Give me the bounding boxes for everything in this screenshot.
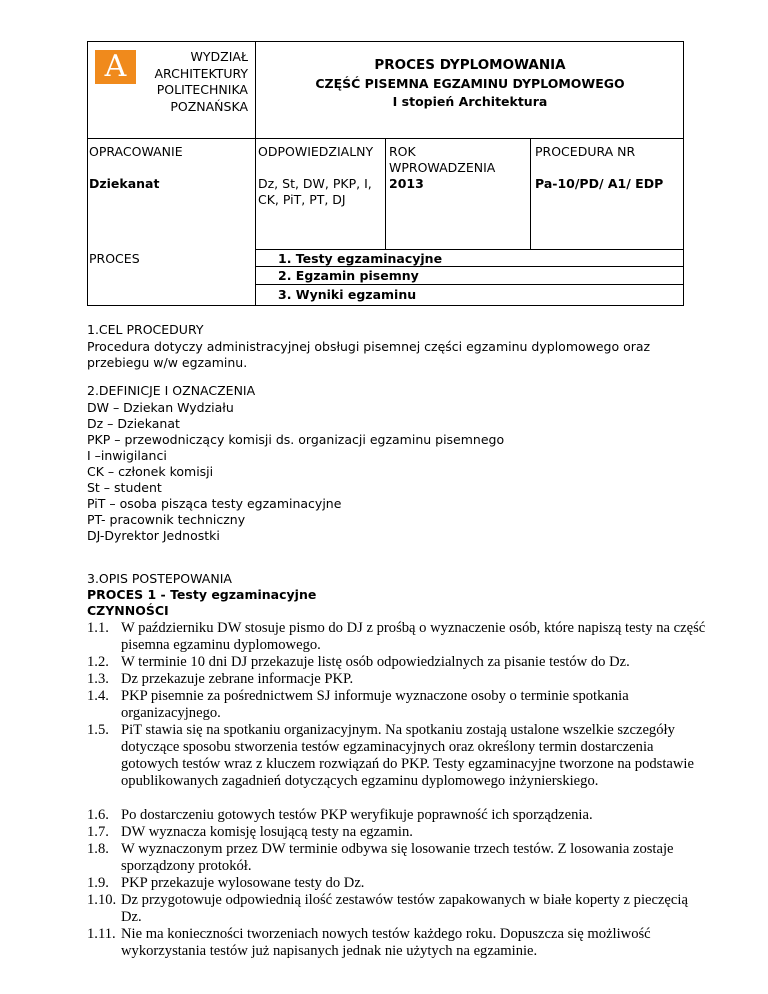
definitions-list: [87, 400, 504, 544]
definition-item: DW – Dziekan Wydziału: [87, 400, 234, 415]
step-item: [87, 722, 707, 790]
cel-text: Procedura dotyczy administracyjnej obsługi pisemnej części egzaminu dyplomowego oraz przebiegu w/w egzaminu.: [87, 339, 651, 370]
table-rule: [255, 249, 684, 250]
step-text: Nie ma konieczności tworzeniach nowych testów każdego roku. Dopuszcza się możliwość wykorzystania testów już napisanych jednak nie użytych na egzaminie.: [121, 926, 651, 959]
col-label-rok: ROK WPROWADZENIA: [389, 144, 496, 175]
section-heading: 2.DEFINICJE I OZNACZENIA: [87, 383, 256, 398]
definition-item: PiT – osoba pisząca testy egzaminacyjne: [87, 496, 342, 511]
step-number: 1.11.: [87, 926, 116, 942]
doc-title: PROCES DYPLOMOWANIA: [374, 57, 566, 73]
value-opracowanie: Dziekanat: [89, 176, 160, 191]
step-number: 1.7.: [87, 824, 109, 840]
step-item: [87, 688, 707, 722]
step-text: Dz przekazuje zebrane informacje PKP.: [121, 671, 354, 687]
faculty-logo: [95, 50, 136, 84]
step-text: W terminie 10 dni DJ przekazuje listę osób odpowiedzialnych za pisanie testów do Dz.: [121, 654, 630, 670]
section-heading: 3.OPIS POSTEPOWANIA: [87, 571, 232, 586]
step-text: PKP pisemnie za pośrednictwem SJ informuje wyznaczone osoby o terminie spotkania organizacyjnego.: [121, 688, 629, 721]
step-number: 1.10.: [87, 892, 117, 908]
step-text: W październiku DW stosuje pismo do DJ z prośbą o wyznaczenie osób, które napiszą testy na część pisemna egzaminu dyplomowego.: [121, 620, 706, 653]
col-label-opracowanie: OPRACOWANIE: [89, 144, 183, 159]
section-heading: 1.CEL PROCEDURY: [87, 322, 204, 337]
proces-heading: PROCES 1 - Testy egzaminacyjne: [87, 587, 317, 602]
step-number: 1.8.: [87, 841, 109, 857]
definition-item: I –inwigilanci: [87, 448, 167, 463]
col-label-procedura: PROCEDURA NR: [535, 144, 636, 159]
proces-item: 1. Testy egzaminacyjne: [278, 251, 443, 266]
step-number: 1.5.: [87, 722, 109, 738]
definition-item: PT- pracownik techniczny: [87, 512, 246, 527]
step-number: 1.2.: [87, 654, 109, 670]
step-number: 1.9.: [87, 875, 109, 891]
definition-item: Dz – Dziekanat: [87, 416, 180, 431]
step-number: 1.6.: [87, 807, 109, 823]
step-item: [87, 875, 707, 892]
step-item: [87, 671, 707, 688]
step-text: Po dostarczeniu gotowych testów PKP weryfikuje poprawność ich sporządzenia.: [121, 807, 593, 823]
faculty-name: [140, 49, 248, 115]
doc-subtitle: CZĘŚĆ PISEMNA EGZAMINU DYPLOMOWEGO: [315, 76, 625, 91]
step-item: [87, 620, 707, 654]
definition-item: St – student: [87, 480, 162, 495]
step-text: W wyznaczonym przez DW terminie odbywa się losowanie trzech testów. Z losowania zostaje sporządzony protokół.: [121, 841, 674, 874]
value-odpowiedzialny: Dz, St, DW, PKP, I, CK, PiT, PT, DJ: [258, 176, 372, 207]
step-text: Dz przygotowuje odpowiednią ilość zestawów testów zapakowanych w białe koperty z pieczęcią Dz.: [121, 892, 688, 925]
value-procedura: Pa-10/PD/ A1/ EDP: [535, 176, 664, 191]
table-rule: [530, 138, 531, 249]
step-text: DW wyznacza komisję losującą testy na egzamin.: [121, 824, 413, 840]
definition-item: CK – członek komisji: [87, 464, 214, 479]
value-rok: 2013: [389, 176, 424, 191]
proces-label: PROCES: [89, 251, 140, 266]
step-item: [87, 824, 707, 841]
faculty-line: ARCHITEKTURY: [154, 65, 248, 81]
step-item: [87, 807, 707, 824]
doc-subsubtitle: I stopień Architektura: [392, 94, 548, 109]
step-item: [87, 841, 707, 875]
faculty-line: POLITECHNIKA: [156, 82, 248, 97]
step-number: 1.3.: [87, 671, 109, 687]
definition-item: PKP – przewodniczący komisji ds. organizacji egzaminu pisemnego: [87, 432, 505, 447]
step-text: PKP przekazuje wylosowane testy do Dz.: [121, 875, 365, 891]
step-number: 1.4.: [87, 688, 109, 704]
logo-letter: A: [104, 49, 127, 84]
faculty-line: POZNAŃSKA: [170, 98, 248, 114]
step-number: 1.1.: [87, 620, 109, 636]
col-label-odpowiedzialny: ODPOWIEDZIALNY: [258, 144, 374, 159]
step-item: [87, 926, 707, 960]
step-text: PiT stawia się na spotkaniu organizacyjnym. Na spotkaniu zostają ustalone wszelkie szczegóły dotyczące sposobu stworzenia testów egzaminacyjnych oraz określony termin dostarczenia gotowych testów wraz z kluczem rozwiązań do PKP. Testy egzaminacyjne tworzone na podstawie opublikowanych zagadnień dotyczących egzaminu dyplomowego inżynierskiego.: [121, 722, 694, 789]
step-item: [87, 654, 707, 671]
table-rule: [255, 284, 684, 285]
proces-item: 3. Wyniki egzaminu: [278, 287, 417, 302]
definition-item: DJ-Dyrektor Jednostki: [87, 528, 220, 543]
step-item: [87, 892, 707, 926]
faculty-line: WYDZIAŁ: [190, 49, 248, 64]
table-rule: [385, 138, 386, 249]
proces-item: 2. Egzamin pisemny: [278, 268, 419, 283]
czynnosci-heading: CZYNNOŚCI: [87, 603, 169, 618]
